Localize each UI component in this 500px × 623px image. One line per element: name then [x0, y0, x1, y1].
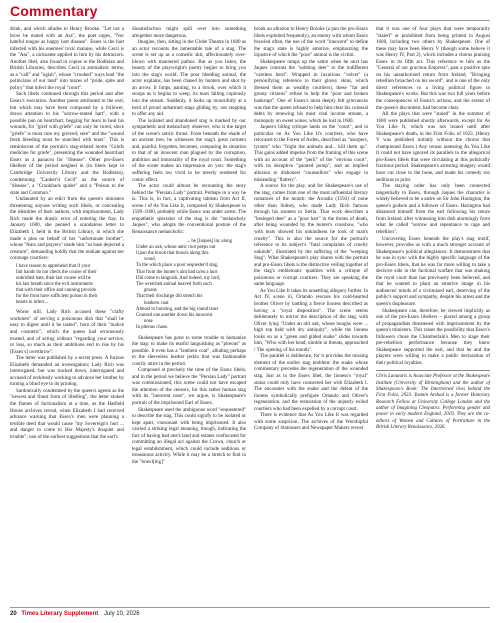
- quote-line: his last breath since the evil instruments: [16, 281, 93, 287]
- paragraph: Sardonically condemned by the queen's agents as the "newest and finest form of libelling", the letter stoked the flames of factionalism at a time, as the Hatfield House archives reveal, when Elizabeth I had received advance warning that Essex's men were planning a terrible deed that would cause "my Sovereign's hurt ... and danger to come to Her Majesty's disquiet and trouble"; one of the earliest suggestions that the earl's: [10, 387, 124, 440]
- verse-text: wood,: [144, 257, 156, 263]
- paragraph: Shakespeare ramps up the satire when he next has Jaques contrast the "sobbing deer" to the indifferent "careless herd". Wrapped in luxurious "velvet" (a personifying reference to their glossy skins, which dressed them as wealthy courtiers), these "fat and greasy citizens" refuse to help the "poor and broken bankrupt". One of Essex's most deeply felt grievances was that the queen refused to help him clear his colossal debts by renewing his most vital income stream, a monopoly on sweet wines, which he lost in 1600.: [254, 58, 368, 124]
- column-1: [10, 26, 124, 606]
- paragraph: The actor could almost be recounting the story behind the "Persian Lady" portrait. Perhaps in a way he is. This is, in fact, a captivating tableau from Act II, scene i of As You Like It, composed by Shakespeare in 1599–1600, probably while Essex was under arrest. The empathetic spectator of the stag is the "melancholy Jaques", who adopts the conventional posture of the Renaissance melancholic:: [132, 183, 246, 235]
- page-number: 20: [10, 611, 17, 617]
- author-bio: Chris Laoutaris is Associate Professor at the Shakespeare Institute (University of Birmingham) and the author of Shakespeare's Book: The Intertwined lives behind the First Folio, 2023. Yasmin Arshad is a former Honorary Research Fellow at University College London and the author of Imagining Cleopatra: Performing gender and power in early modern England, 2019. They are the co-editors of Women and Cultures of Portraiture in the British Literary Renaissance, 2026.: [376, 374, 490, 430]
- verse-text: Under an oak, whose antic root peeps out: [136, 244, 216, 250]
- verse-text: Almost to bursting, and the big round tears: [136, 306, 219, 312]
- paragraph: Undaunted by an edict from the queen's ministers threatening anyone writing such libels, or concealing the identities of their authors, with imprisonment, Lady Rich made the drastic error of entering the fray. In January 1600, she penned a scandalous letter to Elizabeth I, held in the British Library, in which she made a plea on behalf of her "unfortunate brother", whose "fears and prayers" made him "so base dejected a creature", demanding boldly that the realiate against her coronage courtiers:: [10, 196, 124, 262]
- article-body: [10, 26, 490, 606]
- quote-line: unbridled hate, their last course will be: [16, 275, 91, 281]
- verse-line: [136, 325, 246, 331]
- paragraph: Jaques's biting critique lands on the "court", and in particular on As You Like It's courtiers, who have relocated to the Forest of Arden, described as "usurpers, tyrants" who "fright the animals and... kill them up". This gains added impetus from the framing of this scene with an account of the "peril" of the "envious court", with its deceptive "painted pomp", and an implied allusion to dishonest "counsellors" who engage in misleading "flattery".: [254, 124, 368, 183]
- issue-date: July 10, 2026: [103, 611, 140, 617]
- verse-text: The wretched animal heaved forth such: [136, 281, 212, 287]
- verse-text: Upon the brook that brawls along this: [136, 250, 209, 256]
- verse-quote: [136, 239, 246, 332]
- verse-text: leathern coat: [144, 300, 169, 306]
- verse-text: Did come to languish. And indeed, my lord,: [136, 275, 221, 281]
- quote-line: for the front have sufficient poison in their: [16, 294, 98, 300]
- paragraph: Shakespeare used the ambiguous word "sequestered" to describe the stag. This could signify to be isolated or kept apart, consonant with being imprisoned. It also carried a striking legal meaning, though, indicating the fact of having had one's land and estates confiscated for committing an illegal act against the Crown, church or legal establishment, which could include seditious or treasonous activity. While it may be a stretch to find in the "brawl[ing]": [132, 406, 246, 465]
- block-quote: [16, 264, 124, 307]
- footer-rule: [10, 607, 490, 608]
- quote-line: that with their office and cunning provide: [16, 288, 96, 294]
- paragraph: A source for the play, and for Shakespeare's use of the stag, comes from one of the most influential literary romances of the month: the Arcadia (1593) of none other than Sidney, who made Lady Rich famous through his sonnets to Stella. That work describes a "besieged deer" as a "poor hart" in the throes of death, after being wounded by the hunter's crossbow, "who with tears showed his unkindness he took of man's cruelty". This is also the source for the portrait's reference to its subject's "fatal complaints of cruelty unkinde", illustrated by the suffering of the "weeping Stag". What Shakespeare's play shares with the portrait and pro-Essex libels is the distinctive veiling together of the stag's emblematic qualities with a critique of poisonous or corrupt courtiers. They are speaking the same language.: [254, 183, 368, 288]
- quote-line: fair hands do not check the course of their: [16, 269, 97, 275]
- paragraph: Imagine, then, sitting in the Globe Theatre in 1600 as an actor recounts the lamentable tale of a stag. The scene is set up as a comedic skit, affectionately over-blown with mannered pathos. But as you listen, the beauty of the playwright's poetry begins to bring you into the stag's world. The poor bleeding animal, the actor explains, has been chased by hunters and shot by an arrow. It limps, panting, to a brook, over which it stoops as it begins to weep, its tears falling copiously into the stream. Suddenly, it looks up mournfully at a herd of proud unharmed stags gliding by, not stopping to offer any aid.: [132, 39, 246, 118]
- header-rule: [10, 20, 490, 21]
- paragraph: Such libels continued through this period and after Essex's execution. Another poem attributed to the earl, but which may have been composed by a follower, draws attention to his "sorrow-rented hart", with a possible pun on heart/hart, begging for tears to heal his wounds, for "grief with griefe" can only be cured, since "griefe" is must cure my grieved; sore" and the "wound fresh bleeding must be stanched with tears". This is reminiscent of the portrait's stag-related motto "Griefs medicine for griefe", presenting the wounded heart/hart Essex as a panacea for "disease". Other pro-Essex libellers of the period neighed in (in libels kept in Cambridge University Library and the Bodleian), condemning "Canker'd Cecil" as the source of "disease", a "Crookback spider" and a "Poison to the state and Common.": [10, 91, 124, 196]
- paragraph: The staying order has only been connected tangentially to Essex, through Jaques the character is widely believed to be a satire on Sir John Harington, the queen's godson and a follower of Essex. Harington had distanced himself from the earl following his return from Ireland, after witnessing him dish alarmingly from what he called "sorrow and repentance to rage and rebellion".: [376, 183, 490, 235]
- paragraph: Shakespeare has gone to some trouble to humanize the stag: to make its tearful languishing as "piteous" as possible. It even has a "leathern coat", alluding perhaps to the sleeveless leather jerkin that was fashionable courtly attire in the period.: [132, 334, 246, 367]
- paragraph: The parallel is deliberate, for it provides the missing element of the earlier stag emblem: the snake whose commentary precedes the regeneration of the wounded stag. Just as in the Essex libel, the lioness's "royal" status could only have connected her with Elizabeth I. The encounter with the snake and the defeat of the lioness symbolically prefigure Orlando and Oliver's regeneration, and the restoration of the unjustly exiled courtiers who had been expelled by a corrupt court.: [254, 353, 368, 412]
- page-footer: [10, 611, 140, 617]
- column-4: [376, 26, 490, 606]
- paragraph: drink, and which alludes to Henry Brooke. "Let not a brow be mated with an Ass", the poet urges, "Nor hateful tongue as happy hart disease". Esses is the hart infected with his enemies' toxic malaise, while Cecil is the "Ass", a nickname applied to him by his detractors. Another libel, also found in copies in the Bodleian and British Libraries, describes Cecil in animalistic terms, as a "calf" and "ugish", whose "crooked" ways lead "the politicians of our land" into mazes of "pride, spite and policy" that infect the royal "court".: [10, 26, 124, 91]
- paragraph: Uncovering Essex beneath the play's stag motif, however, provides us with a much stronger account of Shakespeare's political allegiances. It demonstrates that he was in sync with the highly specific language of the pro-Essex libels, that he was far more willing to take a decisive side in the factional warfare that was shaking the royal court than has previously been believed, and that he wanted to plant an emotive image in his audiences' minds of a victimized earl, deserving of the public's support and sympathy, despite his arrest and the queen's displeasure.: [376, 235, 490, 307]
- quote-line: hearts to infect...: [16, 300, 49, 306]
- verse-text: nose: [144, 319, 153, 325]
- verse-text: To the which place a poor sequester'd stag,: [136, 263, 219, 269]
- column-2: [132, 26, 246, 606]
- verse-text: In piteous chase.: [136, 325, 169, 331]
- paragraph: The isolated and abandoned stag is marked by our sympathetic and melancholy observer, who is the target of the scene's satiric thrust. From beneath the shade of an ancient tree, he witnesses the stag's great torment and, painful, forgotten, becomes, comparing its situation to that of an innocent man plagued by the corruption, ambition and immorality of the royal court. Something of the scene makes an impression on you: the stag's suffering feels too vivid to be merely rendered for comic effect.: [132, 117, 246, 183]
- verse-text: Coursed one another down his innocent: [136, 312, 213, 318]
- paragraph: dissatisfaction might spill over into something altogether more dangerous.: [132, 26, 246, 39]
- paragraph: brook an allusion to Henry Brooke (a pun the pro-Essex libels exploited frequently), an enemy with whom Essex brawled often, the use of the word "innocent" to define the stag's state is highly emotive, emphasizing the injustice of which the "poor" animal is the victim.: [254, 26, 368, 59]
- column-3: [254, 26, 368, 606]
- paragraph: The letter was published by a secret press. A furious Elizabeth demanded an investigation; Lady Rich was interrogated, but was tracked down, interrogated and accused of recklessly working to advance her brother by turning a blind eye to its printing.: [10, 355, 124, 388]
- paragraph: All the plays that were "staied" in the summer of 1600 were published shortly afterwards, except for As You Like It, which was not issued until after Shakespeare's death, in the First Folio of 1623. (Henry V was published initially without the chorus that championed Essex.) Any censor assessing As You Like It could not have ignored its parallels to the allegorical pro-Essex libels that were circulating at this politically fractious period. Shakespeare's arresting imagery would have cut close to the bone, and made his comedy too seditious to print.: [376, 111, 490, 183]
- verse-text: That their discharge did stretch his: [136, 294, 203, 300]
- paragraph: Worse still, Lady Rich accused these "crafty workmen" of serving a poisonous dish that "shall be easy to digest until it be tasted", born of their "malice and cosmetic", which the queen had erroneously trusted, and of acting without "regarding your service, or loss, so much as their ambitious end to rise by his [Essex's] overthrow".: [10, 309, 124, 355]
- paragraph: There is evidence that As You Like It was regarded with some suspicion. The archives of the Worshipful Company of Stationers and Newspaper Makers reveal: [254, 412, 368, 432]
- verse-text: That from the hunter's aim had ta'en a hurt: [136, 269, 218, 275]
- verse-intro: ... he [Jaques] lay along: [186, 238, 232, 244]
- paragraph: that it was one of four plays that were temporarily "staied" or prohibited from being printed in August 1600, including two others by Shakespeare. One of these may have been Henry V (though some believe it was Henry IV, Part 2), which includes a chorus praising Essex in its fifth act. This reference to him as the "General of our gracious Empress", past a positive spin on his unauthorized return from Ireland, "Bringing rebellion broached on his sword", and is one of the only direct references to a living political figure in Shakespeare's works. But this was two full years before the consequences of Essex's actions, and the extent of the queen's discontent, had become clear.: [376, 26, 490, 111]
- paragraph: Shakespeare can, therefore, be viewed implicitly as one of the pro-Essex libellers – placed among a group of propagandists threatened with imprisonment by the queen's ministers. This raises the possibility that Essex's followers chose the Chamberlain's Men to stage their pre-rebellion performance because they knew Shakespeare supported the earl, and that he and the players were willing to make a public declaration of their political loyalties.: [376, 307, 490, 366]
- bio-divider: [376, 370, 490, 371]
- quote-line: I have reason to apprehend that if your: [16, 263, 91, 269]
- section-title: Commentary: [10, 3, 98, 19]
- publication-name: Times Literary Supplement: [21, 611, 99, 617]
- paragraph: Composed at precisely the time of the Essex libels, and in the period we believe the "Persian Lady" portrait was commissioned, this scene could not have escaped the attention of the censors, for this rather human stag with its "innocent nose", we argue, is Shakespeare's portrait of the imprisoned Earl of Essex.: [132, 367, 246, 407]
- verse-text: groans: [144, 288, 157, 294]
- paragraph: As You Like It takes its unsettling allegory further. In Act IV, scene iii, Orlando rescues his cold-hearted brother Oliver by battling a fierce lioness described as having a "royal disposition". The scene seems deliberately to mirror the description of the stag, with Oliver lying "Under an old oak, whose boughs were ... high top bald with dry antiquity", while the lioness looks on as a "green and gilded snake" slides towards him, "Who with her head, nimble in threats, approached / The opening of his mouth".: [254, 287, 368, 353]
